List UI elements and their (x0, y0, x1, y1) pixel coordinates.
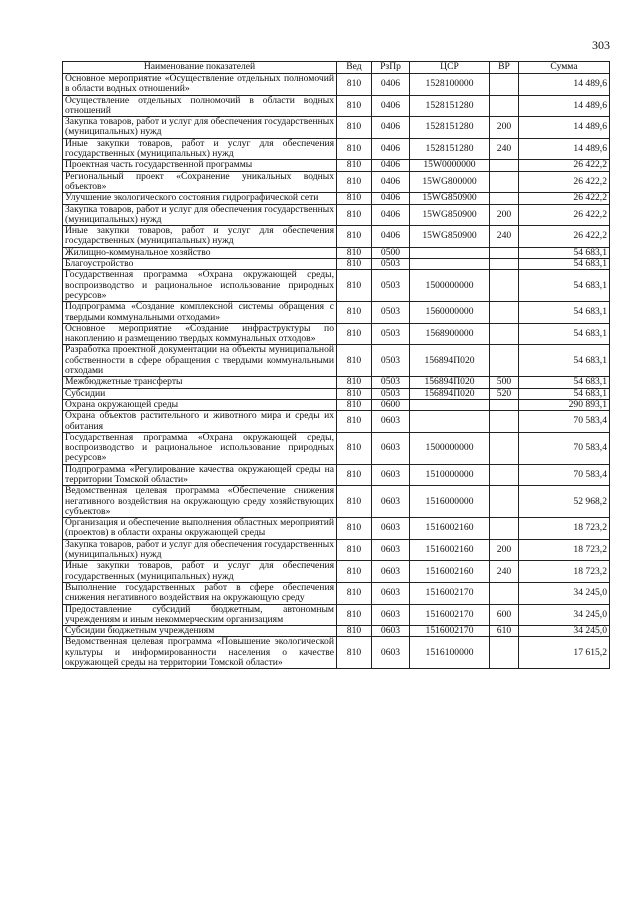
cell-vr (490, 323, 519, 345)
cell-sum: 54 683,1 (519, 345, 610, 377)
cell-vr: 200 (490, 204, 519, 226)
cell-csr: 1516002170 (410, 626, 490, 637)
cell-ved: 810 (337, 247, 372, 258)
table-row (63, 626, 610, 637)
cell-sum: 17 615,2 (519, 637, 610, 669)
cell-csr: 15WG850900 (410, 204, 490, 226)
cell-vr (490, 302, 519, 324)
cell-csr: 1500000000 (410, 432, 490, 464)
cell-rzpr: 0603 (372, 626, 410, 637)
cell-csr: 1516002160 (410, 561, 490, 583)
cell-vr: 240 (490, 138, 519, 160)
cell-vr (490, 432, 519, 464)
table-row (63, 518, 610, 540)
cell-csr: 1516002170 (410, 582, 490, 604)
cell-name: Предоставление субсидий бюджетным, автономным учреждениям и иным некоммерческим организациям (63, 604, 337, 626)
cell-sum: 26 422,2 (519, 226, 610, 248)
cell-ved: 810 (337, 582, 372, 604)
cell-csr: 1516002160 (410, 518, 490, 540)
cell-ved: 810 (337, 377, 372, 388)
table-row (63, 171, 610, 193)
cell-sum: 54 683,1 (519, 247, 610, 258)
table-row (63, 259, 610, 270)
cell-name: Улучшение экологического состояния гидрографической сети (63, 193, 337, 204)
cell-sum: 26 422,2 (519, 204, 610, 226)
cell-name: Иные закупки товаров, работ и услуг для обеспечения государственных (муниципальных) нужд (63, 138, 337, 160)
table-row (63, 411, 610, 433)
cell-sum: 54 683,1 (519, 302, 610, 324)
cell-vr (490, 637, 519, 669)
cell-name: Иные закупки товаров, работ и услуг для обеспечения государственных (муниципальных) нужд (63, 561, 337, 583)
table-row (63, 193, 610, 204)
cell-csr: 156894П020 (410, 345, 490, 377)
cell-rzpr: 0603 (372, 604, 410, 626)
cell-name: Проектная часть государственной программы (63, 160, 337, 171)
cell-sum: 54 683,1 (519, 377, 610, 388)
header-name: Наименование показателей (63, 62, 337, 74)
cell-name: Подпрограмма «Создание комплексной системы обращения с твердыми коммунальными отходами» (63, 302, 337, 324)
header-sum: Сумма (519, 62, 610, 74)
cell-vr: 240 (490, 226, 519, 248)
cell-sum: 14 489,6 (519, 117, 610, 139)
cell-ved: 810 (337, 388, 372, 399)
cell-rzpr: 0503 (372, 323, 410, 345)
cell-rzpr: 0406 (372, 204, 410, 226)
cell-sum: 18 723,2 (519, 539, 610, 561)
cell-csr: 1560000000 (410, 302, 490, 324)
cell-vr: 200 (490, 117, 519, 139)
cell-rzpr: 0603 (372, 637, 410, 669)
cell-ved: 810 (337, 323, 372, 345)
cell-sum: 54 683,1 (519, 388, 610, 399)
cell-ved: 810 (337, 270, 372, 302)
cell-csr: 15WG800000 (410, 171, 490, 193)
cell-sum: 34 245,0 (519, 604, 610, 626)
cell-csr (410, 399, 490, 410)
table-row (63, 399, 610, 410)
cell-ved: 810 (337, 193, 372, 204)
cell-ved: 810 (337, 302, 372, 324)
cell-name: Закупка товаров, работ и услуг для обеспечения государственных (муниципальных) нужд (63, 539, 337, 561)
table-body (63, 74, 610, 669)
cell-csr: 1516000000 (410, 486, 490, 518)
cell-csr: 1516002160 (410, 539, 490, 561)
cell-ved: 810 (337, 539, 372, 561)
cell-rzpr: 0603 (372, 464, 410, 486)
cell-name: Закупка товаров, работ и услуг для обеспечения государственных (муниципальных) нужд (63, 117, 337, 139)
cell-rzpr: 0406 (372, 171, 410, 193)
cell-sum: 54 683,1 (519, 259, 610, 270)
cell-sum: 18 723,2 (519, 561, 610, 583)
table-row (63, 160, 610, 171)
cell-sum: 290 893,1 (519, 399, 610, 410)
cell-vr (490, 259, 519, 270)
cell-name: Жилищно-коммунальное хозяйство (63, 247, 337, 258)
cell-ved: 810 (337, 518, 372, 540)
table-row (63, 226, 610, 248)
cell-rzpr: 0503 (372, 388, 410, 399)
table-row (63, 464, 610, 486)
cell-vr (490, 411, 519, 433)
cell-ved: 810 (337, 626, 372, 637)
cell-name: Осуществление отдельных полномочий в области водных отношений (63, 95, 337, 117)
cell-ved: 810 (337, 74, 372, 96)
cell-sum: 54 683,1 (519, 270, 610, 302)
cell-ved: 810 (337, 561, 372, 583)
cell-name: Охрана окружающей среды (63, 399, 337, 410)
cell-rzpr: 0603 (372, 539, 410, 561)
cell-ved: 810 (337, 138, 372, 160)
cell-sum: 26 422,2 (519, 171, 610, 193)
header-csr: ЦСР (410, 62, 490, 74)
cell-rzpr: 0603 (372, 486, 410, 518)
cell-name: Организация и обеспечение выполнения областных мероприятий (проектов) в области охраны окружающей среды (63, 518, 337, 540)
cell-csr: 15WG850900 (410, 193, 490, 204)
cell-rzpr: 0406 (372, 74, 410, 96)
cell-rzpr: 0503 (372, 270, 410, 302)
cell-vr (490, 464, 519, 486)
cell-rzpr: 0600 (372, 399, 410, 410)
cell-name: Субсидии (63, 388, 337, 399)
cell-name: Государственная программа «Охрана окружающей среды, воспроизводство и рациональное использование природных ресурсов» (63, 432, 337, 464)
cell-rzpr: 0603 (372, 561, 410, 583)
cell-ved: 810 (337, 637, 372, 669)
cell-sum: 26 422,2 (519, 193, 610, 204)
table-header-row (63, 62, 610, 74)
cell-ved: 810 (337, 411, 372, 433)
table-row (63, 377, 610, 388)
table-row (63, 539, 610, 561)
cell-rzpr: 0503 (372, 259, 410, 270)
cell-rzpr: 0603 (372, 432, 410, 464)
cell-csr: 1528151280 (410, 138, 490, 160)
cell-vr (490, 345, 519, 377)
cell-vr: 240 (490, 561, 519, 583)
table-row (63, 117, 610, 139)
cell-csr: 1500000000 (410, 270, 490, 302)
cell-sum: 14 489,6 (519, 74, 610, 96)
cell-vr: 500 (490, 377, 519, 388)
table-row (63, 95, 610, 117)
table-row (63, 432, 610, 464)
cell-name: Субсидии бюджетным учреждениям (63, 626, 337, 637)
cell-sum: 54 683,1 (519, 323, 610, 345)
cell-sum: 52 968,2 (519, 486, 610, 518)
cell-name: Ведомственная целевая программа «Повышение экологической культуры и информированности населения о качестве окружающей среды на территории Томской области» (63, 637, 337, 669)
cell-ved: 810 (337, 95, 372, 117)
cell-ved: 810 (337, 117, 372, 139)
cell-name: Благоустройство (63, 259, 337, 270)
header-rzpr: РзПр (372, 62, 410, 74)
cell-csr: 15W0000000 (410, 160, 490, 171)
header-ved: Вед (337, 62, 372, 74)
cell-ved: 810 (337, 226, 372, 248)
cell-name: Межбюджетные трансферты (63, 377, 337, 388)
cell-rzpr: 0603 (372, 582, 410, 604)
cell-vr (490, 171, 519, 193)
cell-csr: 1568900000 (410, 323, 490, 345)
table-row (63, 561, 610, 583)
cell-name: Государственная программа «Охрана окружающей среды, воспроизводство и рациональное использование природных ресурсов» (63, 270, 337, 302)
table-row (63, 388, 610, 399)
cell-vr (490, 399, 519, 410)
cell-ved: 810 (337, 464, 372, 486)
cell-name: Разработка проектной документации на объекты муниципальной собственности в сфере обращения с твердыми коммунальными отходами (63, 345, 337, 377)
budget-table (62, 61, 610, 669)
table-row (63, 637, 610, 669)
cell-rzpr: 0406 (372, 226, 410, 248)
cell-sum: 70 583,4 (519, 464, 610, 486)
cell-sum: 34 245,0 (519, 582, 610, 604)
cell-name: Закупка товаров, работ и услуг для обеспечения государственных (муниципальных) нужд (63, 204, 337, 226)
table-row (63, 486, 610, 518)
cell-vr (490, 95, 519, 117)
cell-vr (490, 74, 519, 96)
cell-name: Иные закупки товаров, работ и услуг для обеспечения государственных (муниципальных) нужд (63, 226, 337, 248)
page-number: 303 (592, 38, 610, 52)
cell-vr (490, 193, 519, 204)
cell-rzpr: 0406 (372, 117, 410, 139)
cell-rzpr: 0406 (372, 95, 410, 117)
cell-csr (410, 411, 490, 433)
cell-name: Основное мероприятие «Осуществление отдельных полномочий в области водных отношений» (63, 74, 337, 96)
cell-ved: 810 (337, 486, 372, 518)
cell-rzpr: 0503 (372, 377, 410, 388)
header-vr: ВР (490, 62, 519, 74)
cell-rzpr: 0503 (372, 302, 410, 324)
cell-csr: 1528100000 (410, 74, 490, 96)
cell-rzpr: 0406 (372, 193, 410, 204)
cell-csr: 156894П020 (410, 388, 490, 399)
cell-sum: 26 422,2 (519, 160, 610, 171)
cell-csr: 1516002170 (410, 604, 490, 626)
cell-vr: 520 (490, 388, 519, 399)
table-row (63, 345, 610, 377)
table-row (63, 604, 610, 626)
cell-csr (410, 247, 490, 258)
table-row (63, 302, 610, 324)
cell-rzpr: 0406 (372, 138, 410, 160)
cell-sum: 18 723,2 (519, 518, 610, 540)
table-row (63, 138, 610, 160)
cell-vr (490, 160, 519, 171)
cell-csr (410, 259, 490, 270)
cell-sum: 14 489,6 (519, 138, 610, 160)
cell-ved: 810 (337, 399, 372, 410)
table-row (63, 74, 610, 96)
cell-vr (490, 582, 519, 604)
cell-rzpr: 0603 (372, 518, 410, 540)
cell-vr (490, 270, 519, 302)
cell-ved: 810 (337, 171, 372, 193)
cell-sum: 34 245,0 (519, 626, 610, 637)
cell-vr (490, 486, 519, 518)
cell-sum: 70 583,4 (519, 432, 610, 464)
cell-sum: 14 489,6 (519, 95, 610, 117)
cell-ved: 810 (337, 604, 372, 626)
cell-name: Региональный проект «Сохранение уникальных водных объектов» (63, 171, 337, 193)
table-row (63, 247, 610, 258)
cell-rzpr: 0503 (372, 345, 410, 377)
cell-vr (490, 247, 519, 258)
cell-vr: 600 (490, 604, 519, 626)
cell-csr: 1516100000 (410, 637, 490, 669)
cell-ved: 810 (337, 345, 372, 377)
cell-vr (490, 518, 519, 540)
cell-csr: 1510000000 (410, 464, 490, 486)
cell-ved: 810 (337, 160, 372, 171)
cell-ved: 810 (337, 259, 372, 270)
cell-name: Подпрограмма «Регулирование качества окружающей среды на территории Томской области» (63, 464, 337, 486)
table-row (63, 204, 610, 226)
cell-rzpr: 0406 (372, 160, 410, 171)
cell-csr: 156894П020 (410, 377, 490, 388)
cell-rzpr: 0603 (372, 411, 410, 433)
cell-csr: 1528151280 (410, 117, 490, 139)
cell-vr: 200 (490, 539, 519, 561)
table-row (63, 323, 610, 345)
cell-rzpr: 0500 (372, 247, 410, 258)
cell-vr: 610 (490, 626, 519, 637)
cell-name: Ведомственная целевая программа «Обеспечение снижения негативного воздействия на окружающую среду хозяйствующих субъектов» (63, 486, 337, 518)
cell-csr: 1528151280 (410, 95, 490, 117)
table-row (63, 270, 610, 302)
table-row (63, 582, 610, 604)
cell-csr: 15WG850900 (410, 226, 490, 248)
cell-ved: 810 (337, 432, 372, 464)
cell-name: Охрана объектов растительного и животного мира и среды их обитания (63, 411, 337, 433)
cell-sum: 70 583,4 (519, 411, 610, 433)
cell-name: Основное мероприятие «Создание инфраструктуры по накоплению и размещению твердых коммунальных отходов» (63, 323, 337, 345)
cell-ved: 810 (337, 204, 372, 226)
cell-name: Выполнение государственных работ в сфере обеспечения снижения негативного воздействия на окружающую среду (63, 582, 337, 604)
